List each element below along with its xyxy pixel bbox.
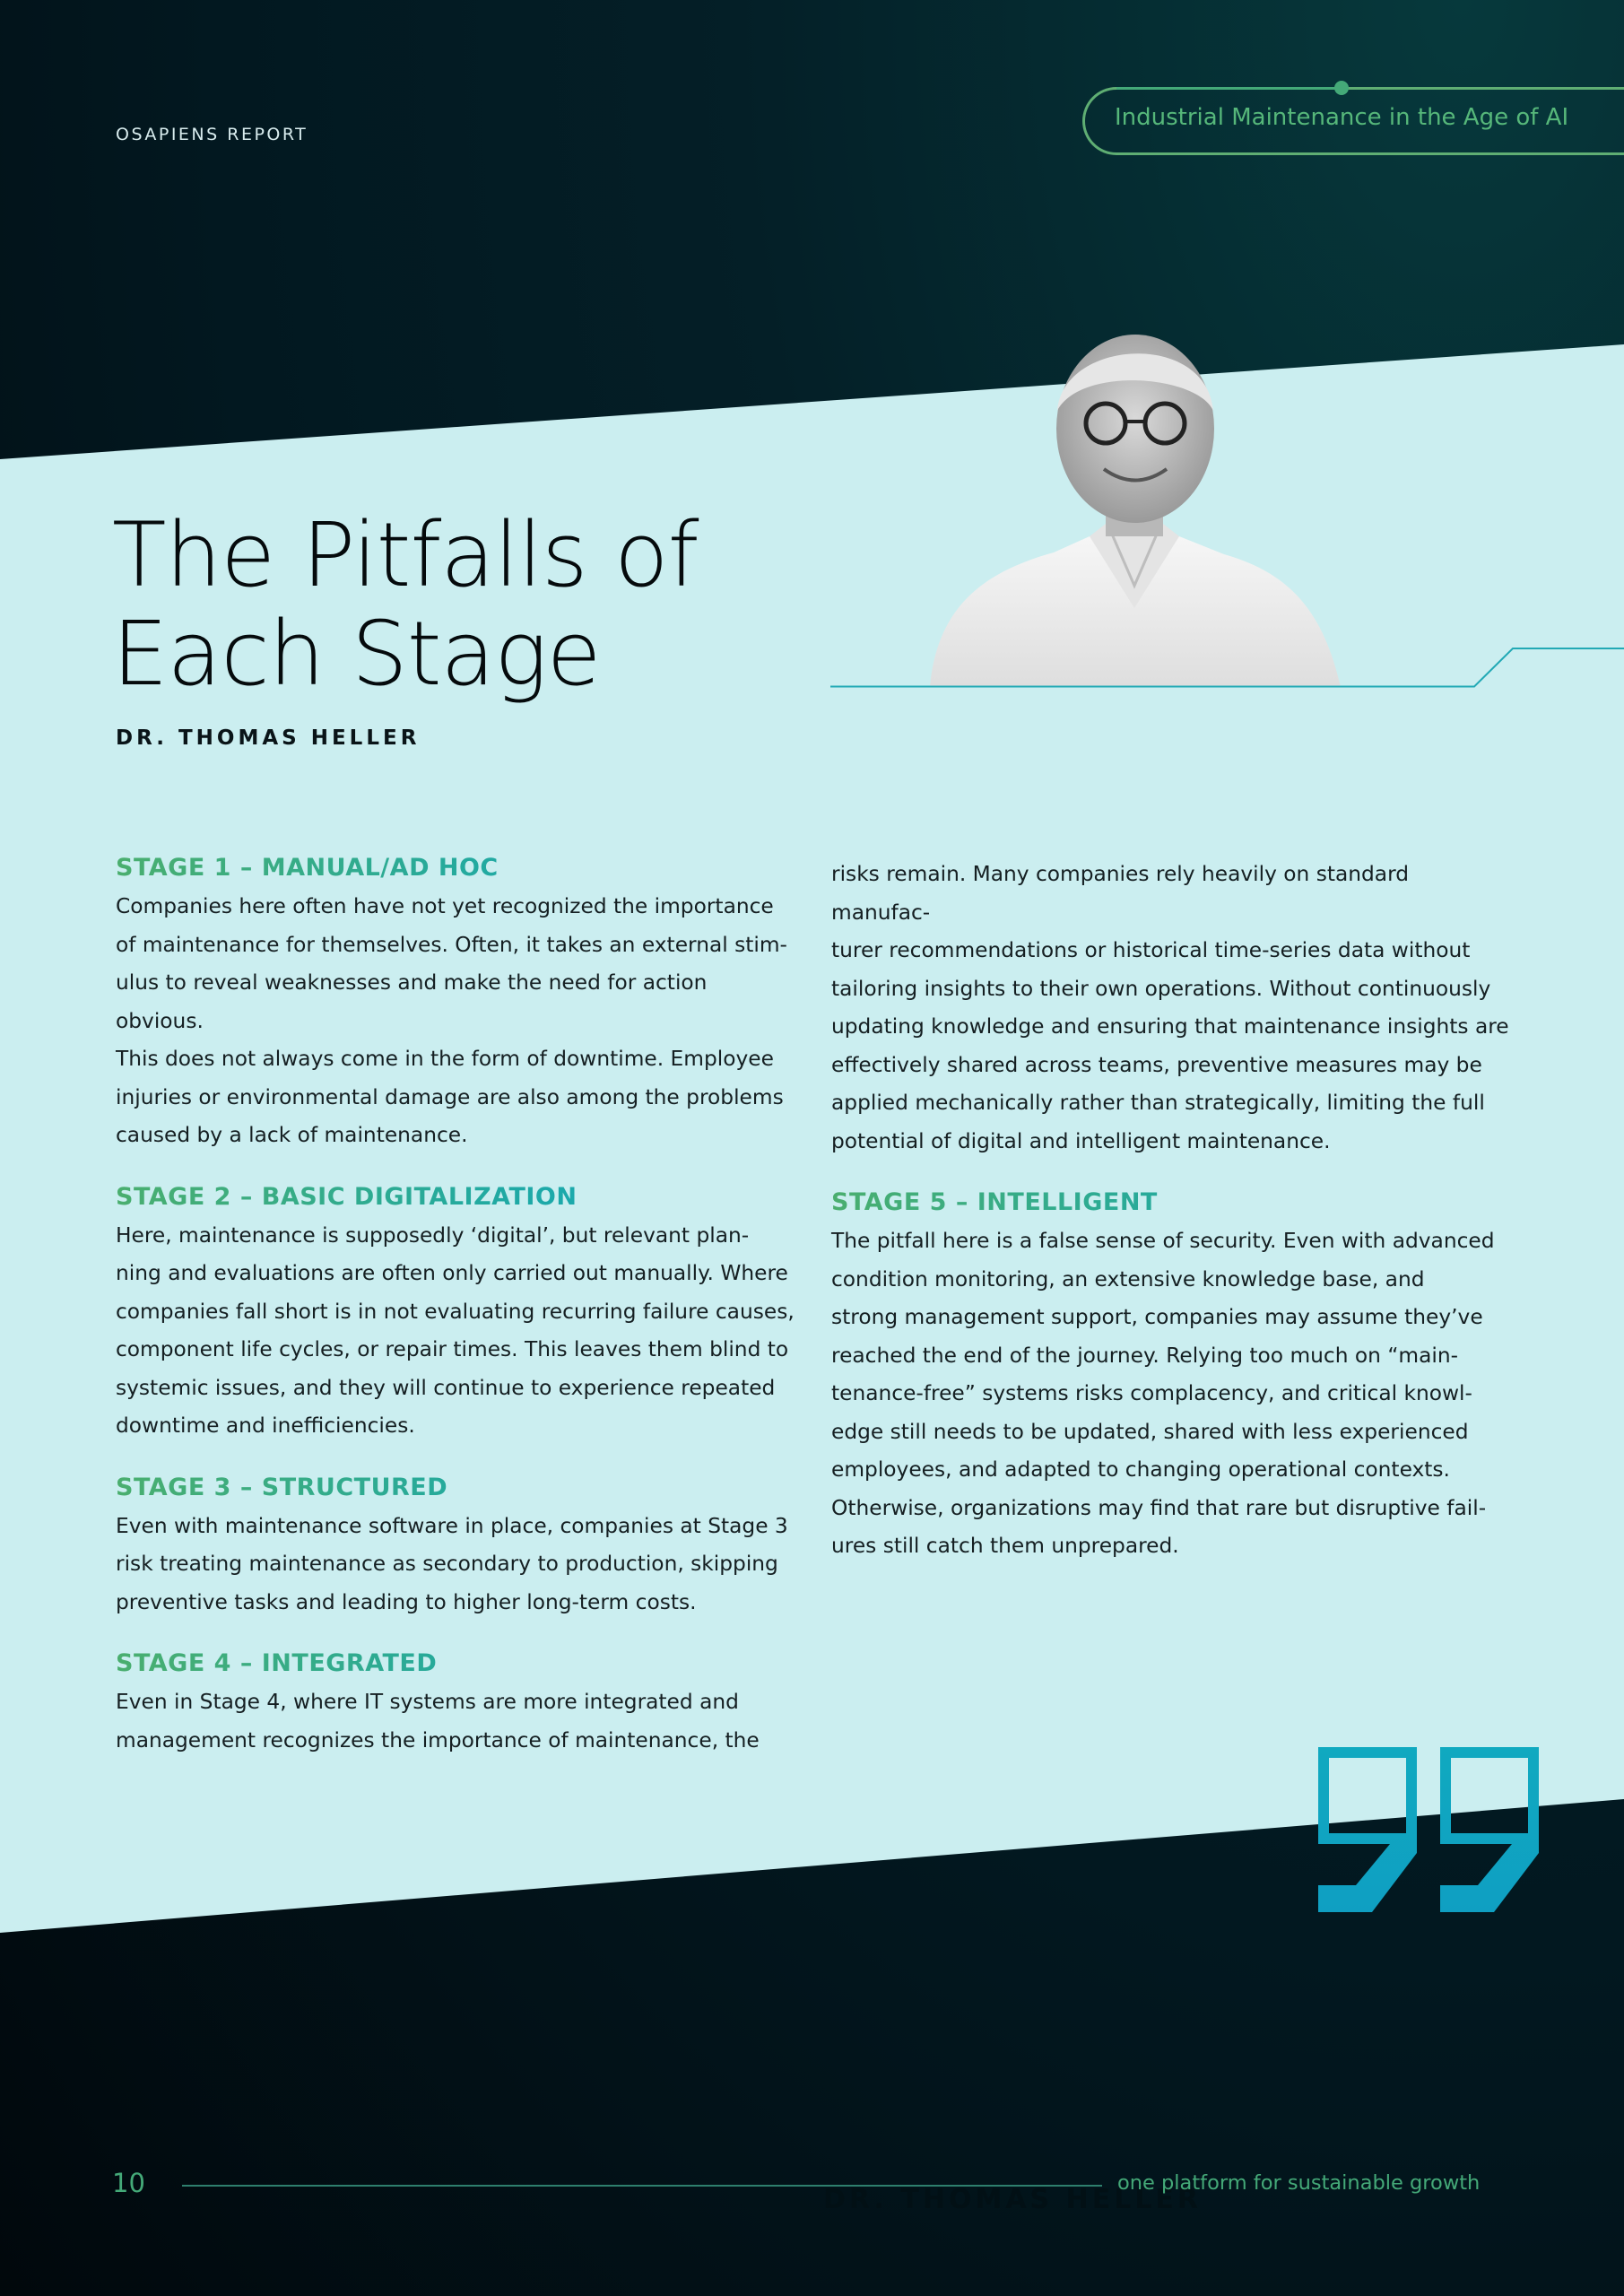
stage-1-heading: STAGE 1 – MANUAL/AD HOC <box>116 852 797 884</box>
closing-quote-icon <box>1316 1745 1542 1914</box>
report-label: OSAPIENS REPORT <box>116 125 308 144</box>
footer-ghost-author: DR. THOMAS HELLER <box>823 2184 1203 2215</box>
stage-4-section <box>116 1648 797 1760</box>
title-line-1: The Pitfalls of <box>112 504 699 607</box>
stage-5-heading: STAGE 5 – INTELLIGENT <box>831 1187 1513 1219</box>
page-number: 10 <box>112 2168 145 2198</box>
title-line-2: Each Stage <box>112 603 601 706</box>
report-title: Industrial Maintenance in the Age of AI <box>1115 104 1569 131</box>
stage-5-text: The pitfall here is a false sense of security. Even with advanced condition monitoring, an extensive knowledge base, and strong management support, companies may assume they’ve reached the end of the journey. Relying too much on “main- tenance-free” systems risks complacency, and critical knowl- edge still needs to be updated, shared with less experienced employees, and adapted to changing operational contexts. Otherwise, organizations may find that rare but disruptive fail- ures still catch them unprepared. <box>831 1229 1495 1558</box>
stage-3-heading: STAGE 3 – STRUCTURED <box>116 1472 797 1504</box>
stage-4-heading: STAGE 4 – INTEGRATED <box>116 1648 797 1680</box>
left-column <box>116 852 797 1786</box>
footer-tagline: one platform for sustainable growth <box>1117 2171 1481 2195</box>
stage-1-text: Companies here often have not yet recognized the importance of maintenance for themselves. Often, it takes an external stim- ulus to reveal weaknesses and make the need for action obvious. This does not always come in the form of downtime. Employee injuries or environmental damage are also among the problems caused by a lack of maintenance. <box>116 894 787 1147</box>
right-column <box>831 856 1513 1592</box>
stage-1-section <box>116 852 797 1155</box>
portrait-baseline <box>830 628 1624 691</box>
stage-5-section <box>831 1187 1513 1566</box>
stage-3-section <box>116 1472 797 1622</box>
pill-accent-line <box>1116 87 1342 90</box>
stage-2-text: Here, maintenance is supposedly ‘digital’, but relevant plan- ning and evaluations are often only carried out manually. Where companies fall short is in not evaluating recurring failure causes, component life cycles, or repair times. This leaves them blind to systemic issues, and they will continue to experience repeated downtime and inefficiencies. <box>116 1222 795 1438</box>
stage-2-section <box>116 1181 797 1446</box>
article-title <box>112 504 699 706</box>
stage-4-text: Even in Stage 4, where IT systems are more integrated and management recognizes the importance of maintenance, the <box>116 1690 760 1752</box>
stage-4-continued <box>831 856 1513 1161</box>
stage-2-heading: STAGE 2 – BASIC DIGITALIZATION <box>116 1181 797 1213</box>
author-name: DR. THOMAS HELLER <box>116 726 421 750</box>
pill-accent-dot <box>1334 81 1349 95</box>
stage-3-text: Even with maintenance software in place, companies at Stage 3 risk treating maintenance as secondary to production, skipping preventive tasks and leading to higher long-term costs. <box>116 1513 788 1614</box>
stage-4-continued-text: risks remain. Many companies rely heavily on standard manufac- turer recommendations or historical time-series data without tailoring insights to their own operations. Without continuously updating knowledge and ensuring that maintenance insights are effectively shared across teams, preventive measures may be applied mechanically rather than strategically, limiting the full potential of digital and intelligent maintenance. <box>831 862 1509 1153</box>
